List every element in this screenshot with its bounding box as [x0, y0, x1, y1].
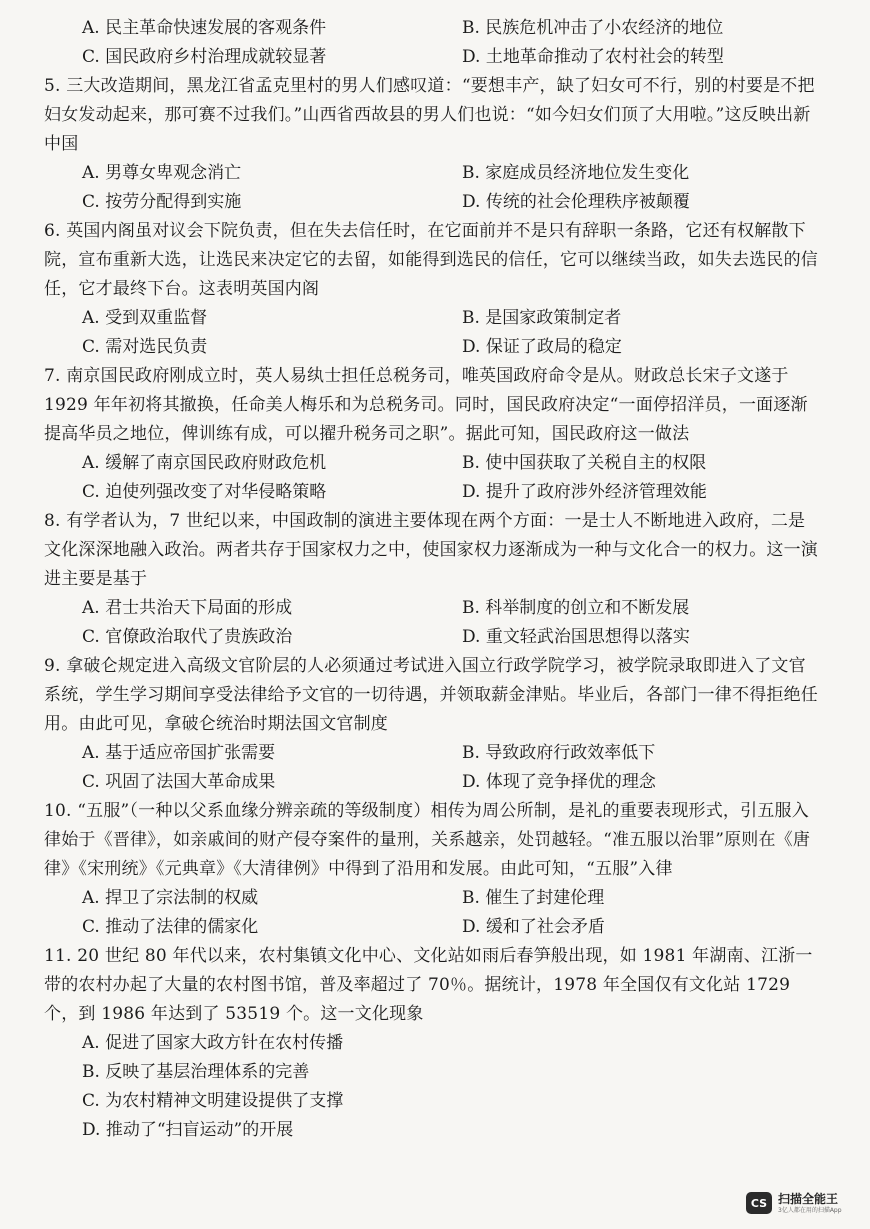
question-stem: 11. 20 世纪 80 年代以来，农村集镇文化中心、文化站如雨后春笋般出现，如 1981 年湖南、江浙一带的农村办起了大量的农村图书馆，普及率超过了 70％。据统计，1978 年全国仅有文化站 1729 个，到 1986 年达到了 53519 个。这一文化现象: [44, 946, 813, 1024]
option-b: B. 使中国获取了关税自主的权限: [462, 453, 707, 473]
option-b: B. 反映了基层治理体系的完善: [82, 1062, 310, 1082]
watermark-subtitle: 3亿人都在用的扫描App: [778, 1206, 842, 1214]
option-c: C. 迫使列强改变了对华侵略策略: [82, 482, 327, 502]
option-b: B. 是国家政策制定者: [462, 308, 622, 328]
option-d: D. 传统的社会伦理秩序被颠覆: [462, 192, 690, 212]
question-stem: 5. 三大改造期间，黑龙江省孟克里村的男人们感叹道：“要想丰产，缺了妇女可不行，别的村要是不把妇女发动起来，那可赛不过我们。”山西省西故县的男人们也说：“如今妇女们顶了大用啦。”这反映出新中国: [44, 76, 815, 154]
question-9: [44, 652, 822, 797]
question-10: [44, 797, 822, 942]
question-11: [44, 942, 822, 1145]
question-stem: 7. 南京国民政府刚成立时，英人易纨士担任总税务司，唯英国政府命令是从。财政总长宋子文遂于 1929 年年初将其撤换，任命美人梅乐和为总税务司。同时，国民政府决定“一面停招洋员，一面逐渐提高华员之地位，俾训练有成，可以擢升税务司之职”。据此可知，国民政府这一做法: [44, 366, 808, 444]
question-stem: 6. 英国内阁虽对议会下院负责，但在失去信任时，在它面前并不是只有辞职一条路，它还有权解散下院，宣布重新大选，让选民来决定它的去留，如能得到选民的信任，它可以继续当政，如失去选民的信任，它才最终下台。这表明英国内阁: [44, 221, 818, 299]
question-stem: 8. 有学者认为，7 世纪以来，中国政制的演进主要体现在两个方面：一是士人不断地进入政府，二是文化深深地融入政治。两者共存于国家权力之中，使国家权力逐渐成为一种与文化合一的权力。这一演进主要是基于: [44, 511, 818, 589]
option-a: A. 基于适应帝国扩张需要: [82, 743, 276, 763]
watermark-title: 扫描全能王: [778, 1191, 839, 1206]
question-stem: 10. “五服”（一种以父系血缘分辨亲疏的等级制度）相传为周公所制，是礼的重要表现形式，引五服入律始于《晋律》，如亲戚间的财产侵夺案件的量刑，关系越亲，处罚越轻。“准五服以治罪”原则在《唐律》《宋刑统》《元典章》《大清律例》中得到了沿用和发展。由此可知，“五服”入律: [44, 801, 811, 879]
option-a: A. 君士共治天下局面的形成: [82, 598, 293, 618]
question-6: [44, 217, 822, 362]
option-b: B. 民族危机冲击了小农经济的地位: [462, 18, 724, 38]
option-c: C. 巩固了法国大革命成果: [82, 772, 276, 792]
option-d: D. 推动了“扫盲运动”的开展: [82, 1120, 294, 1140]
option-a: A. 捍卫了宗法制的权威: [82, 888, 259, 908]
option-a: A. 男尊女卑观念消亡: [82, 163, 242, 183]
option-d: D. 体现了竞争择优的理念: [462, 772, 656, 792]
option-c: C. 推动了法律的儒家化: [82, 917, 259, 937]
option-d: D. 保证了政局的稳定: [462, 337, 622, 357]
option-a: A. 促进了国家大政方针在农村传播: [82, 1033, 344, 1053]
option-b: B. 催生了封建伦理: [462, 888, 605, 908]
option-a: A. 受到双重监督: [82, 308, 208, 328]
scanner-watermark: [746, 1183, 856, 1223]
option-d: D. 提升了政府涉外经济管理效能: [462, 482, 707, 502]
option-d: D. 缓和了社会矛盾: [462, 917, 605, 937]
option-a: A. 民主革命快速发展的客观条件: [82, 18, 327, 38]
question-stem: 9. 拿破仑规定进入高级文官阶层的人必须通过考试进入国立行政学院学习，被学院录取即进入了文官系统，学生学习期间享受法律给予文官的一切待遇，并领取薪金津贴。毕业后，各部门一律不得拒绝任用。由此可见，拿破仑统治时期法国文官制度: [44, 656, 818, 734]
option-c: C. 官僚政治取代了贵族政治: [82, 627, 293, 647]
question-8: [44, 507, 822, 652]
option-a: A. 缓解了南京国民政府财政危机: [82, 453, 327, 473]
option-b: B. 家庭成员经济地位发生变化: [462, 163, 690, 183]
question-7: [44, 362, 822, 507]
question-4-options: [44, 14, 822, 72]
option-d: D. 重文轻武治国思想得以落实: [462, 627, 690, 647]
camscanner-logo-icon: CS: [746, 1192, 772, 1214]
option-d: D. 土地革命推动了农村社会的转型: [462, 47, 724, 67]
option-b: B. 科举制度的创立和不断发展: [462, 598, 690, 618]
option-c: C. 按劳分配得到实施: [82, 192, 242, 212]
option-c: C. 国民政府乡村治理成就较显著: [82, 47, 327, 67]
question-5: [44, 72, 822, 217]
option-c: C. 为农村精神文明建设提供了支撑: [82, 1091, 344, 1111]
option-c: C. 需对选民负责: [82, 337, 208, 357]
option-b: B. 导致政府行政效率低下: [462, 743, 656, 763]
